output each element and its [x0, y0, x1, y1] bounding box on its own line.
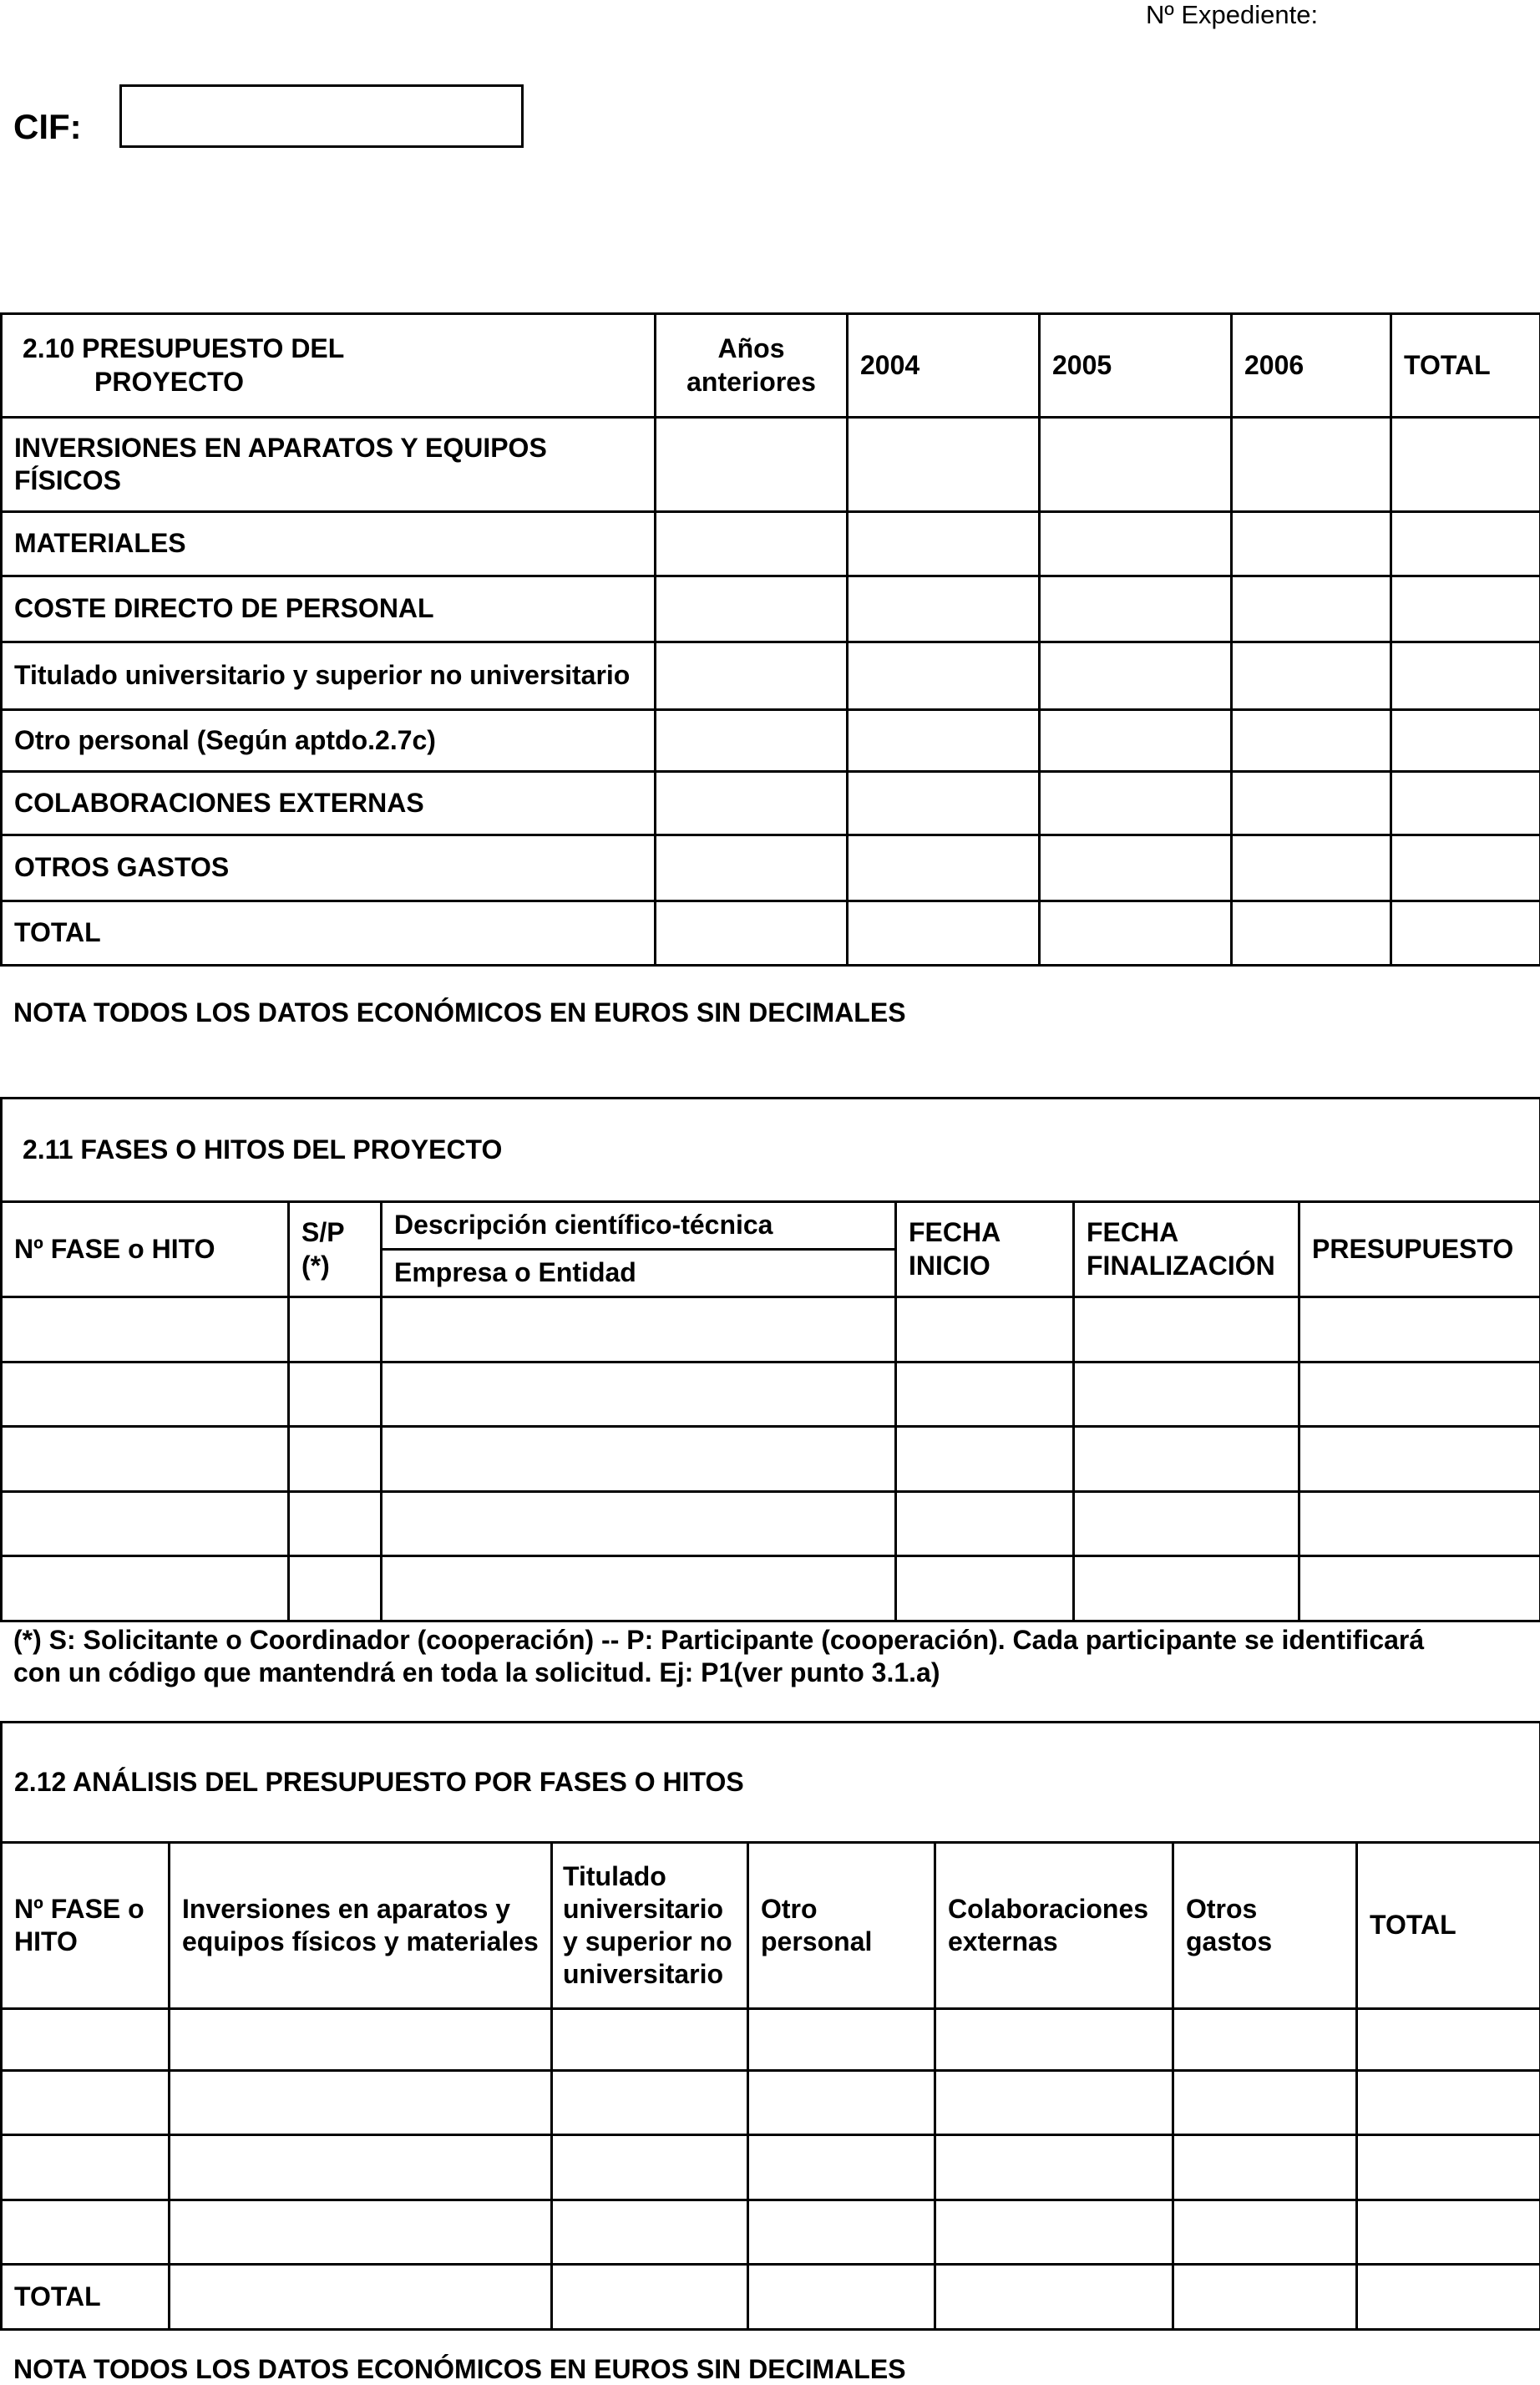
input-cell[interactable]: [848, 772, 1040, 835]
input-cell[interactable]: [552, 2135, 748, 2200]
budget-row: [2, 901, 1540, 966]
budget-table: [0, 312, 1540, 967]
col-fecha-fin: [1074, 1202, 1299, 1297]
input-cell[interactable]: [1040, 901, 1232, 966]
budget-row: [2, 710, 1540, 772]
input-cell[interactable]: [2, 1297, 289, 1362]
input-cell[interactable]: [2, 1556, 289, 1621]
input-cell[interactable]: [1232, 772, 1391, 835]
phases-header-row: [2, 1202, 1540, 1250]
col-fecha-fin-line2: FINALIZACIÓN: [1087, 1250, 1286, 1282]
input-cell[interactable]: [935, 2200, 1173, 2265]
input-cell[interactable]: [848, 512, 1040, 576]
analysis-title-row: [2, 1723, 1540, 1843]
row-label-titulado: Titulado universitario y superior no universitario: [2, 642, 656, 710]
input-cell[interactable]: [2, 2009, 170, 2071]
budget-row: [2, 642, 1540, 710]
input-cell[interactable]: [1074, 1556, 1299, 1621]
input-cell[interactable]: [1391, 710, 1540, 772]
row-label-materiales: MATERIALES: [2, 512, 656, 576]
phases-footnote-line1: (*) S: Solicitante o Coordinador (cooperación) -- P: Participante (cooperación). Cada participante se identificará: [13, 1625, 1424, 1656]
input-cell[interactable]: [1232, 576, 1391, 642]
budget-row: [2, 576, 1540, 642]
input-cell[interactable]: [1232, 901, 1391, 966]
row-label-colaboraciones: COLABORACIONES EXTERNAS: [2, 772, 656, 835]
input-cell[interactable]: [1391, 772, 1540, 835]
input-cell[interactable]: [656, 772, 848, 835]
input-cell[interactable]: [1357, 2071, 1540, 2135]
input-cell[interactable]: [1232, 418, 1391, 512]
row-label-otro-personal: Otro personal (Según aptdo.2.7c): [2, 710, 656, 772]
col-titulado: Titulado universitario y superior no universitario: [552, 1843, 748, 2009]
input-cell[interactable]: [382, 1492, 896, 1556]
expediente-label: Nº Expediente:: [1146, 0, 1318, 30]
input-cell[interactable]: [1391, 512, 1540, 576]
phases-row: [2, 1427, 1540, 1492]
input-cell[interactable]: [848, 710, 1040, 772]
input-cell[interactable]: [1357, 2265, 1540, 2330]
col-otros-gastos: Otros gastos: [1173, 1843, 1357, 2009]
input-cell[interactable]: [1391, 418, 1540, 512]
input-cell[interactable]: [1299, 1427, 1540, 1492]
input-cell[interactable]: [1299, 1362, 1540, 1427]
input-cell[interactable]: [656, 835, 848, 901]
input-cell[interactable]: [848, 418, 1040, 512]
analysis-header-row: [2, 1843, 1540, 2009]
analysis-total-row: [2, 2265, 1540, 2330]
input-cell[interactable]: [935, 2265, 1173, 2330]
row-label-total: TOTAL: [2, 901, 656, 966]
input-cell[interactable]: [2, 1427, 289, 1492]
input-cell[interactable]: [382, 1362, 896, 1427]
input-cell[interactable]: [748, 2135, 935, 2200]
input-cell[interactable]: [1357, 2200, 1540, 2265]
input-cell[interactable]: [748, 2265, 935, 2330]
input-cell[interactable]: [1074, 1427, 1299, 1492]
input-cell[interactable]: [1074, 1362, 1299, 1427]
col-fase-hito: Nº FASE o HITO: [2, 1843, 170, 2009]
col-fecha-inicio: [896, 1202, 1074, 1297]
input-cell[interactable]: [935, 2071, 1173, 2135]
input-cell[interactable]: [1299, 1492, 1540, 1556]
input-cell[interactable]: [289, 1556, 382, 1621]
input-cell[interactable]: [1173, 2135, 1357, 2200]
col-presupuesto: PRESUPUESTO: [1299, 1202, 1540, 1297]
input-cell[interactable]: [848, 901, 1040, 966]
input-cell[interactable]: [170, 2009, 552, 2071]
input-cell[interactable]: [748, 2071, 935, 2135]
col-sp-line2: (*): [301, 1250, 368, 1282]
row-label-total: TOTAL: [2, 2265, 170, 2330]
input-cell[interactable]: [1040, 576, 1232, 642]
input-cell[interactable]: [2, 1362, 289, 1427]
col-anos-anteriores: [656, 314, 848, 418]
phases-footnote-line2: con un código que mantendrá en toda la solicitud. Ej: P1(ver punto 3.1.a): [13, 1657, 940, 1688]
input-cell[interactable]: [896, 1556, 1074, 1621]
col-sp-line1: S/P: [301, 1216, 368, 1249]
input-cell[interactable]: [896, 1297, 1074, 1362]
col-otro-personal: Otro personal: [748, 1843, 935, 2009]
col-sp: [289, 1202, 382, 1297]
col-fecha-fin-line1: FECHA: [1087, 1216, 1286, 1249]
input-cell[interactable]: [289, 1492, 382, 1556]
input-cell[interactable]: [896, 1362, 1074, 1427]
row-label-coste-personal: COSTE DIRECTO DE PERSONAL: [2, 576, 656, 642]
input-cell[interactable]: [935, 2009, 1173, 2071]
budget-title: [2, 314, 656, 418]
input-cell[interactable]: [848, 642, 1040, 710]
input-cell[interactable]: [552, 2200, 748, 2265]
col-fecha-inicio-line2: INICIO: [909, 1250, 1061, 1282]
phases-row: [2, 1297, 1540, 1362]
analysis-note: NOTA TODOS LOS DATOS ECONÓMICOS EN EUROS SIN DECIMALES: [13, 2354, 906, 2385]
input-cell[interactable]: [848, 835, 1040, 901]
input-cell[interactable]: [1299, 1297, 1540, 1362]
col-fecha-inicio-line1: FECHA: [909, 1216, 1061, 1249]
phases-row: [2, 1556, 1540, 1621]
input-cell[interactable]: [1173, 2265, 1357, 2330]
phases-title-row: [2, 1099, 1540, 1202]
input-cell[interactable]: [1040, 642, 1232, 710]
input-cell[interactable]: [1074, 1492, 1299, 1556]
input-cell[interactable]: [656, 901, 848, 966]
col-anos-line2: anteriores: [668, 366, 834, 398]
col-2004: 2004: [848, 314, 1040, 418]
input-cell[interactable]: [170, 2071, 552, 2135]
input-cell[interactable]: [1232, 642, 1391, 710]
input-cell[interactable]: [382, 1556, 896, 1621]
col-inversiones: Inversiones en aparatos y equipos físicos y materiales: [170, 1843, 552, 2009]
col-descripcion: Descripción científico-técnica: [382, 1202, 896, 1250]
input-cell[interactable]: [1040, 512, 1232, 576]
input-cell[interactable]: [1391, 835, 1540, 901]
row-label-otros-gastos: OTROS GASTOS: [2, 835, 656, 901]
budget-title-line1: 2.10 PRESUPUESTO DEL: [23, 332, 642, 365]
col-total: TOTAL: [1357, 1843, 1540, 2009]
input-cell[interactable]: [1040, 772, 1232, 835]
input-cell[interactable]: [1232, 835, 1391, 901]
input-cell[interactable]: [1040, 835, 1232, 901]
input-cell[interactable]: [1357, 2135, 1540, 2200]
input-cell[interactable]: [1357, 2009, 1540, 2071]
analysis-row: [2, 2135, 1540, 2200]
phases-table: [0, 1097, 1540, 1622]
input-cell[interactable]: [1173, 2071, 1357, 2135]
budget-row: [2, 418, 1540, 512]
input-cell[interactable]: [1391, 642, 1540, 710]
input-cell[interactable]: [1391, 576, 1540, 642]
input-cell[interactable]: [382, 1427, 896, 1492]
input-cell[interactable]: [848, 576, 1040, 642]
col-empresa: Empresa o Entidad: [382, 1250, 896, 1297]
phases-row: [2, 1492, 1540, 1556]
input-cell[interactable]: [896, 1492, 1074, 1556]
input-cell[interactable]: [170, 2200, 552, 2265]
input-cell[interactable]: [935, 2135, 1173, 2200]
input-cell[interactable]: [1173, 2009, 1357, 2071]
col-fase-hito: Nº FASE o HITO: [2, 1202, 289, 1297]
budget-row: [2, 772, 1540, 835]
phases-title: 2.11 FASES O HITOS DEL PROYECTO: [2, 1099, 1540, 1202]
analysis-row: [2, 2009, 1540, 2071]
input-cell[interactable]: [289, 1362, 382, 1427]
input-cell[interactable]: [896, 1427, 1074, 1492]
input-cell[interactable]: [382, 1297, 896, 1362]
analysis-row: [2, 2071, 1540, 2135]
col-2006: 2006: [1232, 314, 1391, 418]
analysis-table: [0, 1721, 1540, 2331]
input-cell[interactable]: [552, 2071, 748, 2135]
budget-row: [2, 512, 1540, 576]
budget-note: NOTA TODOS LOS DATOS ECONÓMICOS EN EUROS SIN DECIMALES: [13, 997, 906, 1028]
col-anos-line1: Años: [668, 332, 834, 365]
cif-label: CIF:: [13, 107, 82, 147]
input-cell[interactable]: [1232, 512, 1391, 576]
input-cell[interactable]: [1299, 1556, 1540, 1621]
input-cell[interactable]: [2, 2135, 170, 2200]
input-cell[interactable]: [748, 2009, 935, 2071]
input-cell[interactable]: [170, 2265, 552, 2330]
input-cell[interactable]: [748, 2200, 935, 2265]
input-cell[interactable]: [656, 576, 848, 642]
col-colaboraciones: Colaboraciones externas: [935, 1843, 1173, 2009]
input-cell[interactable]: [1074, 1297, 1299, 1362]
input-cell[interactable]: [656, 418, 848, 512]
input-cell[interactable]: [2, 2071, 170, 2135]
input-cell[interactable]: [656, 642, 848, 710]
input-cell[interactable]: [170, 2135, 552, 2200]
row-label-inversiones: INVERSIONES EN APARATOS Y EQUIPOS FÍSICOS: [2, 418, 656, 512]
input-cell[interactable]: [1040, 418, 1232, 512]
col-total: TOTAL: [1391, 314, 1540, 418]
col-2005: 2005: [1040, 314, 1232, 418]
input-cell[interactable]: [1173, 2200, 1357, 2265]
input-cell[interactable]: [1391, 901, 1540, 966]
analysis-title: 2.12 ANÁLISIS DEL PRESUPUESTO POR FASES O HITOS: [2, 1723, 1540, 1843]
input-cell[interactable]: [289, 1427, 382, 1492]
input-cell[interactable]: [552, 2009, 748, 2071]
input-cell[interactable]: [2, 2200, 170, 2265]
budget-header-row: [2, 314, 1540, 418]
input-cell[interactable]: [656, 710, 848, 772]
input-cell[interactable]: [552, 2265, 748, 2330]
phases-row: [2, 1362, 1540, 1427]
analysis-row: [2, 2200, 1540, 2265]
budget-row: [2, 835, 1540, 901]
input-cell[interactable]: [1040, 710, 1232, 772]
input-cell[interactable]: [2, 1492, 289, 1556]
input-cell[interactable]: [289, 1297, 382, 1362]
budget-title-line2: PROYECTO: [23, 366, 642, 398]
input-cell[interactable]: [1232, 710, 1391, 772]
cif-input[interactable]: [119, 84, 524, 148]
input-cell[interactable]: [656, 512, 848, 576]
